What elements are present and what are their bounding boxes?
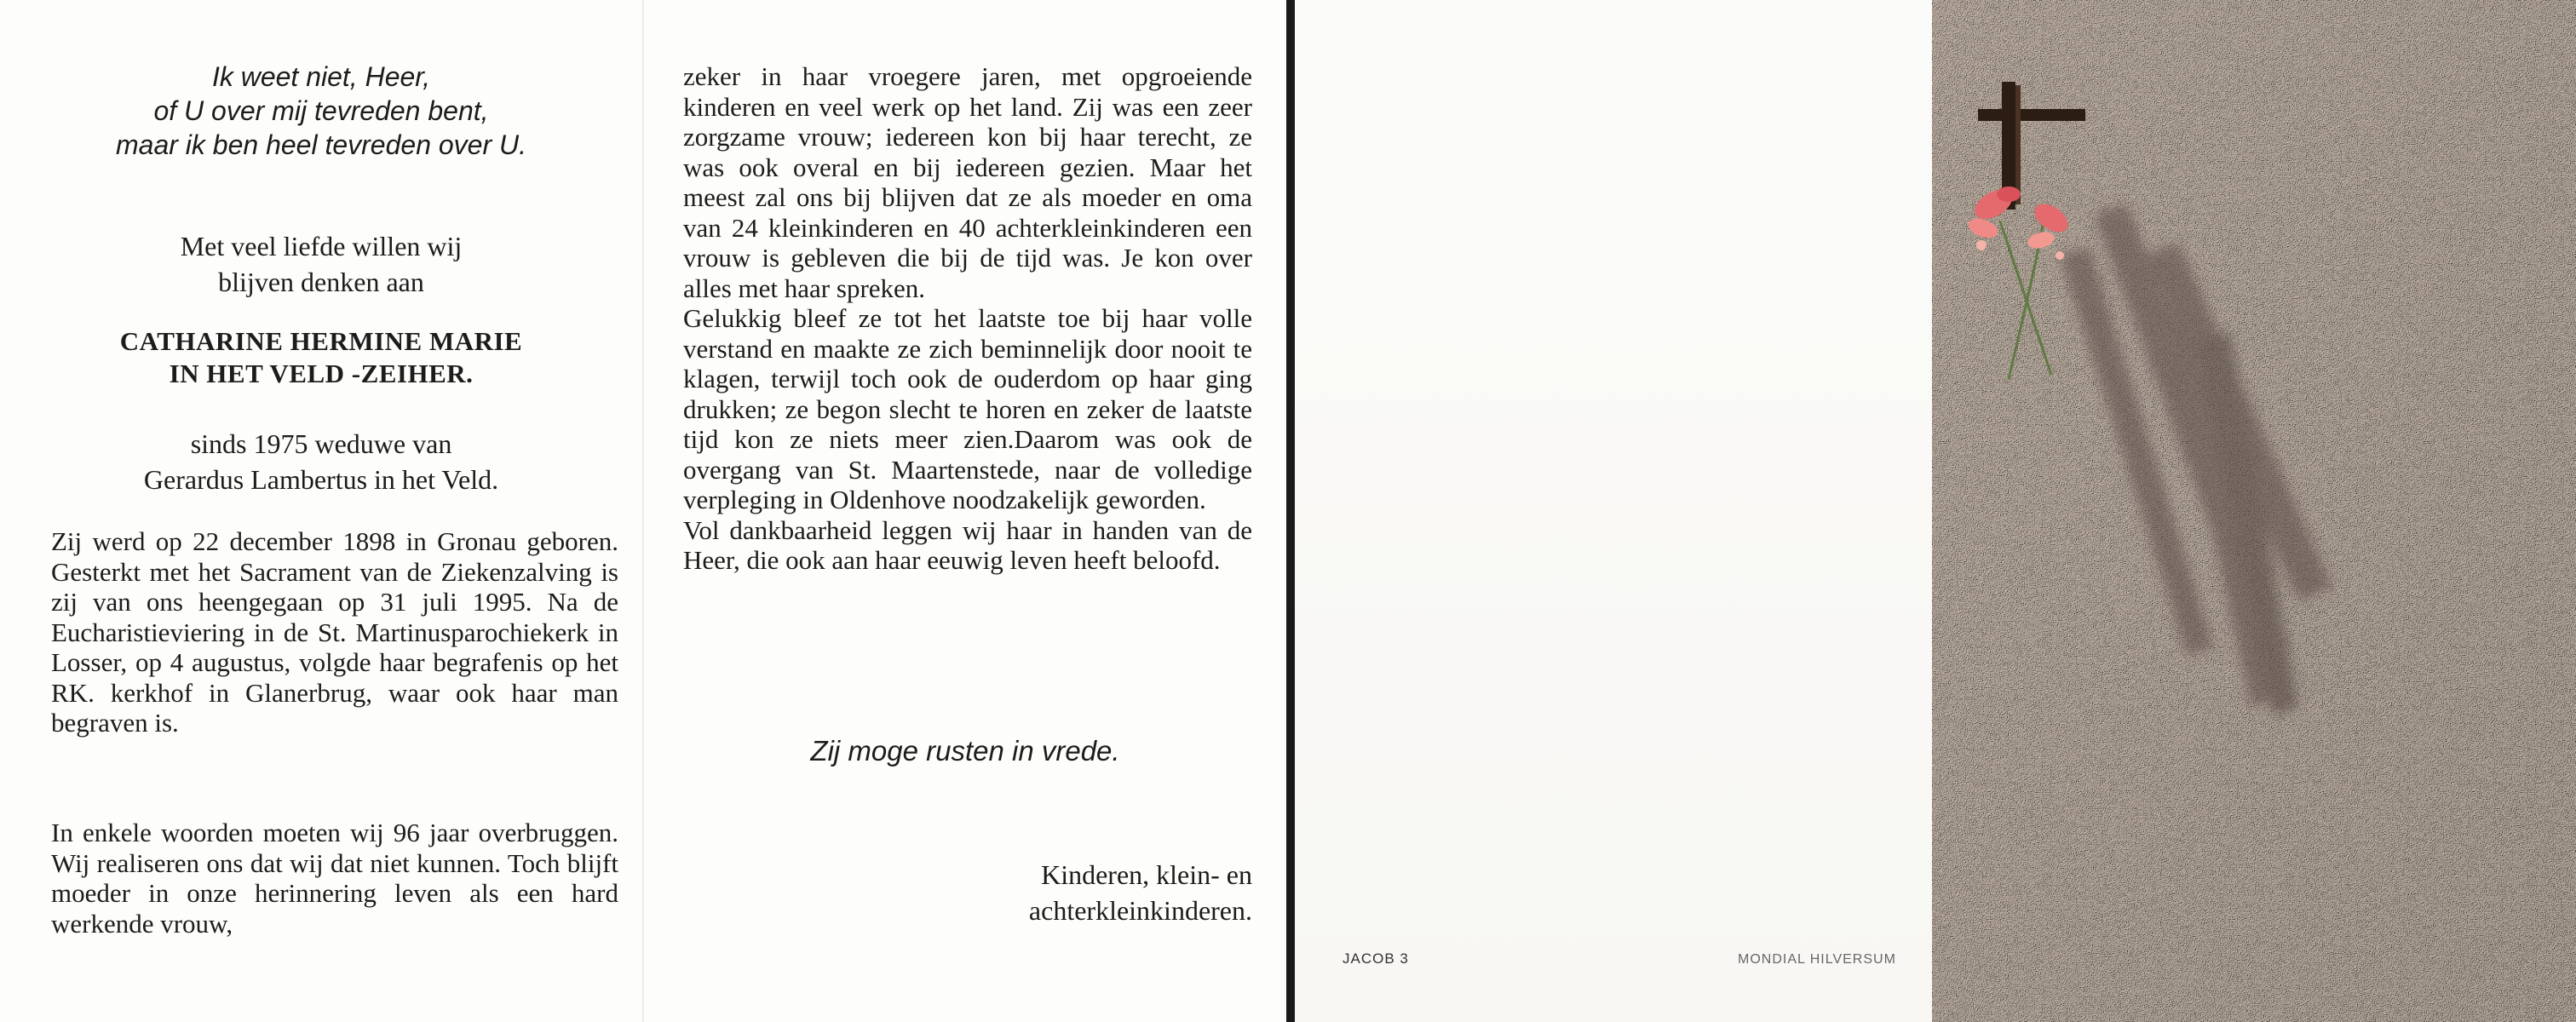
prayer-line: maar ik ben heel tevreden over U. bbox=[115, 129, 527, 160]
cross-with-flowers-image bbox=[1932, 0, 2576, 1022]
signature-line: achterkleinkinderen. bbox=[1028, 895, 1252, 926]
name-line: CATHARINE HERMINE MARIE bbox=[119, 326, 523, 356]
intro-line: Met veel liefde willen wij bbox=[180, 231, 463, 261]
right-page bbox=[644, 0, 1286, 1022]
widow-line: sinds 1975 weduwe van bbox=[190, 428, 452, 459]
back-cover bbox=[1295, 0, 1932, 1022]
widow-note bbox=[34, 426, 608, 497]
signature-line: Kinderen, klein- en bbox=[1041, 859, 1252, 890]
prayer-verse bbox=[34, 60, 608, 162]
front-cover-photo bbox=[1932, 0, 2576, 1022]
signature-block bbox=[911, 857, 1252, 928]
widow-line: Gerardus Lambertus in het Veld. bbox=[143, 464, 499, 495]
remembrance-intro bbox=[34, 228, 608, 300]
outer-spread bbox=[1295, 0, 2576, 1022]
memorial-paragraph: zeker in haar vroegere jaren, met opgroeiende kinderen en veel werk op het land. Zij was een zeer zorgzame vrouw; iedereen kon bij haar terecht, ze was ook overal en bij iedereen gezien. Maar het meest zal ons bij blijven dat ze als moeder en oma van 24 kleinkinderen en 40 achterkleinkinderen een vrouw is gebleven die bij de tijd was. Je kon over alles met haar spreken. bbox=[683, 61, 1252, 303]
name-line: IN HET VELD -ZEIHER. bbox=[169, 359, 474, 388]
left-page bbox=[0, 0, 642, 1022]
rest-in-peace-line: Zij moge rusten in vrede. bbox=[810, 735, 1120, 766]
biography-paragraph: Zij werd op 22 december 1898 in Gronau geboren. Gesterkt met het Sacrament van de Ziekenzalving is zij van ons heengegaan op 31 juli 1995. Na de Eucharistieviering in de St. Martinusparochiekerk in Losser, op 4 augustus, volgde haar begrafenis op het RK. kerkhof in Glanerbrug, waar ook haar man begraven is. bbox=[51, 526, 618, 738]
inner-spread bbox=[0, 0, 1286, 1022]
printer-name: MONDIAL HILVERSUM bbox=[1738, 952, 1896, 967]
memorial-text-continued bbox=[683, 61, 1252, 576]
memorial-paragraph: Vol dankbaarheid leggen wij haar in handen van de Heer, die ook aan haar eeuwig leven heeft beloofd. bbox=[683, 514, 1252, 575]
prayer-line: of U over mij tevreden bent, bbox=[153, 95, 489, 126]
memorial-paragraph: Gelukkig bleef ze tot het laatste toe bij haar volle verstand en maakte ze zich beminnelijk door nooit te klagen, terwijl toch ook de ouderdom op haar ging drukken; ze begon slecht te horen en zeker de laatste tijd kon ze niets meer zien.Daarom was ook de overgang van St. Maartenstede, naar de volledige verpleging in Oldenhove noodzakelijk geworden. bbox=[683, 303, 1252, 514]
card-code: JACOB 3 bbox=[1343, 950, 1409, 967]
deceased-name bbox=[34, 325, 608, 390]
intro-line: blijven denken aan bbox=[218, 267, 424, 297]
memorial-paragraph-start: In enkele woorden moeten wij 96 jaar overbruggen. Wij realiseren ons dat wij dat niet kunnen. Toch blijft moeder in onze herinnering leven als een hard werkende vrouw, bbox=[51, 818, 618, 939]
prayer-line: Ik weet niet, Heer, bbox=[211, 61, 431, 92]
